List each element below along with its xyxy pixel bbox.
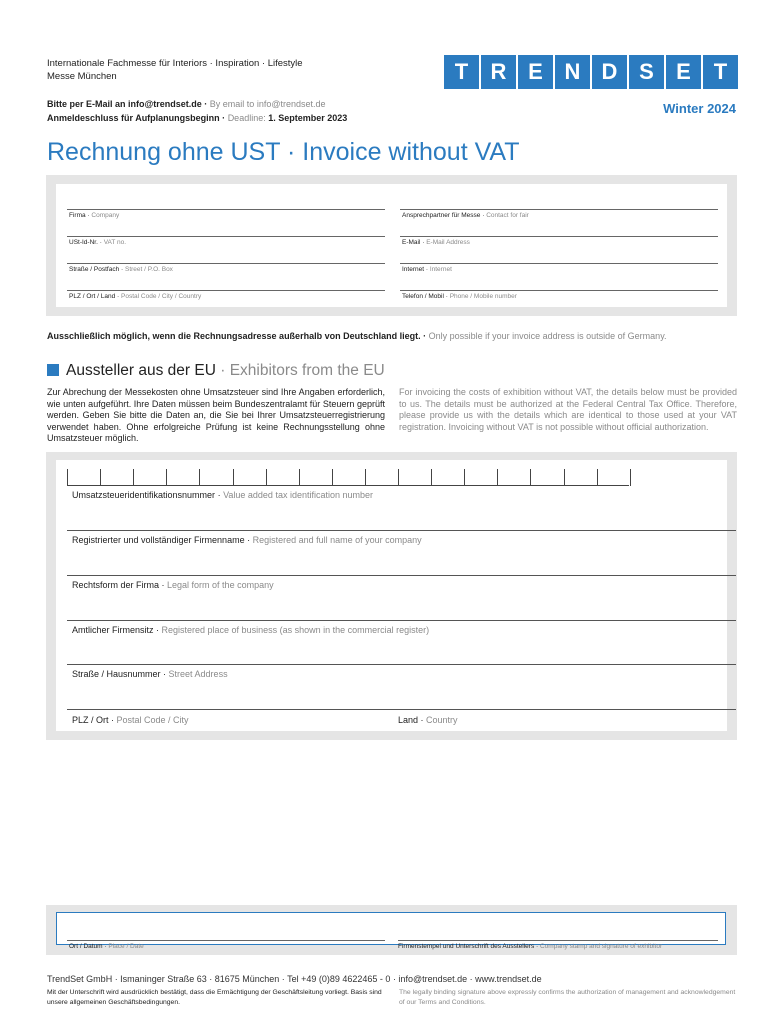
label-en: Company [91,212,120,219]
vat-digit-box[interactable] [365,469,366,486]
postal-city-field-line[interactable] [67,709,736,710]
logo-letter: T [703,55,738,89]
section-separator: · [215,362,230,379]
label-de: Ansprechpartner für Messe [402,212,481,219]
vat-digit-box[interactable] [530,469,531,486]
label-de: Straße / Postfach [69,266,120,273]
internet-field-line[interactable] [400,263,718,264]
label-en: Postal Code / City [116,715,189,725]
label-de: Firmenstempel und Unterschrift des Ausstellers [398,943,535,950]
vat-digit-box[interactable] [597,469,598,486]
field-label-legal-form: Rechtsform der Firma · Legal form of the company [72,580,274,590]
stamp-signature-line[interactable] [398,940,718,941]
label-en: Legal form of the company [167,580,274,590]
field-label-vat-id: USt-Id-Nr. · VAT no. [69,239,127,246]
vat-digit-box[interactable] [464,469,465,486]
label-de: USt-Id-Nr. [69,239,98,246]
footer-legal-en: The legally binding signature above expressly confirms the authorization of management and acknowledgement of our Terms and Conditions. [399,989,736,1006]
label-de: Rechtsform der Firma [72,580,160,590]
logo-letter: E [518,55,553,89]
vat-digit-box[interactable] [630,469,631,486]
field-label-phone: Telefon / Mobil · Phone / Mobile number [402,293,517,300]
label-de: E-Mail [402,239,421,246]
label-en: Contact for fair [486,212,529,219]
section-text-de: Zur Abrechung der Messekosten ohne Umsatzsteuer sind Ihre Angaben erforderlich, wie unten aufgeführt. Ihre Daten müssen beim Bundeszentralamt für Steuern geprüft werden. Geben Sie bitte die Daten an, die Sie bei Ihrer Umsatzsteuerregistrierung verwendet haben. Ohne erfolgreiche Prüfung ist keine Rechnungsstellung ohne Umsatzsteuer möglich. [47,387,385,444]
label-de: PLZ / Ort / Land [69,293,116,300]
field-label-country: Land · Country [398,715,458,725]
label-en: Registered place of business (as shown in the commercial register) [161,625,430,635]
label-de: Telefon / Mobil [402,293,444,300]
field-label-registered-place: Amtlicher Firmensitz · Registered place of business (as shown in the commercial register) [72,625,430,635]
label-en: VAT no. [103,239,127,246]
company-field-line[interactable] [67,209,385,210]
logo-letter: S [629,55,664,89]
field-label-email: E-Mail · E-Mail Address [402,239,470,246]
label-en: Place / Date [108,943,144,950]
email-instruction [47,98,326,111]
vat-digit-box[interactable] [431,469,432,486]
vat-digit-box[interactable] [133,469,134,486]
logo-letter: R [481,55,516,89]
eu-panel-inner [56,460,727,731]
page-title [47,138,520,167]
registered-place-field-line[interactable] [67,620,736,621]
label-en: Internet [429,266,452,273]
footer-address: TrendSet GmbH · Ismaninger Straße 63 · 81675 München · Tel +49 (0)89 4622465 - 0 · info@trendset.de · www.trendset.de [47,974,542,984]
square-bullet-icon [47,364,59,376]
logo-letter: E [666,55,701,89]
label-en: Street Address [168,669,228,679]
section-heading-de: Aussteller aus der EU [66,362,216,379]
field-label-contact: Ansprechpartner für Messe · Contact for fair [402,212,529,219]
trendset-logo [444,55,738,89]
vat-id-field-line[interactable] [67,236,385,237]
fair-location: Messe München [47,71,117,82]
vat-digit-box[interactable] [100,469,101,486]
label-en: Value added tax identification number [223,490,373,500]
label-en: Country [426,715,458,725]
company-name-field-line[interactable] [67,530,736,531]
label-de: Firma [69,212,86,219]
vat-digit-box[interactable] [266,469,267,486]
vat-digit-box[interactable] [398,469,399,486]
vat-digit-box[interactable] [199,469,200,486]
label-de: Straße / Hausnummer [72,669,161,679]
email-instruction-en: By email to info@trendset.de [209,99,326,109]
invoice-address-note [47,331,667,341]
field-label-vat-number: Umsatzsteueridentifikationsnummer · Value added tax identification number [72,490,373,500]
vat-digit-box[interactable] [67,469,68,486]
vat-digit-box[interactable] [233,469,234,486]
note-de: Ausschließlich möglich, wenn die Rechnungsadresse außerhalb von Deutschland liegt. · [47,331,429,341]
title-en: Invoice without VAT [302,138,520,166]
vat-digit-box[interactable] [166,469,167,486]
field-label-company: Firma · Company [69,212,120,219]
vat-digit-box[interactable] [497,469,498,486]
deadline-line [47,112,347,125]
label-de: Ort / Datum [69,943,103,950]
vat-digit-box[interactable] [299,469,300,486]
deadline-date: 1. September 2023 [265,113,348,123]
contact-field-line[interactable] [400,209,718,210]
email-field-line[interactable] [400,236,718,237]
logo-letter: D [592,55,627,89]
label-en: Company stamp and signature of exhibitor [539,943,663,950]
street-address-field-line[interactable] [67,664,736,665]
label-de: Amtlicher Firmensitz [72,625,154,635]
field-label-stamp-signature: Firmenstempel und Unterschrift des Ausstellers · Company stamp and signature of exhibitor [398,943,663,950]
field-label-street: Straße / Postfach · Street / P.O. Box [69,266,173,273]
label-en: Postal Code / City / Country [121,293,202,300]
title-de: Rechnung ohne UST [47,138,281,166]
street-field-line[interactable] [67,263,385,264]
field-label-street-address: Straße / Hausnummer · Street Address [72,669,228,679]
fair-subtitle: Internationale Fachmesse für Interiors · Inspiration · Lifestyle [47,58,303,69]
title-separator: · [280,138,303,166]
label-en: Street / P.O. Box [125,266,173,273]
email-instruction-de: Bitte per E-Mail an info@trendset.de · [47,99,210,109]
footer-legal-de: Mit der Unterschrift wird ausdrücklich bestätigt, dass die Ermächtigung der Geschäftsleitung vorliegt. Basis sind unsere allgemeinen Geschäftsbedingungen. [47,989,382,1006]
section-heading-en: Exhibitors from the EU [229,362,385,379]
deadline-en-label: Deadline: [227,113,266,123]
label-de: Land [398,715,419,725]
season-label: Winter 2024 [663,101,736,116]
vat-digit-box[interactable] [332,469,333,486]
deadline-de: Anmeldeschluss für Aufplanungsbeginn · [47,113,228,123]
phone-field-line[interactable] [400,290,718,291]
label-de: Internet [402,266,425,273]
field-label-company-name: Registrierter und vollständiger Firmenname · Registered and full name of your company [72,535,422,545]
section-text-en: For invoicing the costs of exhibition without VAT, the details below must be provided to us. The details must be authorized at the Federal Central Tax Office. Therefore, please provide us with the details which are identical to those used at your VAT registration. Invoicing without VAT is not possible without official authorization. [399,387,737,432]
note-en: Only possible if your invoice address is outside of Germany. [428,331,667,341]
field-label-postal: PLZ / Ort / Land · Postal Code / City / Country [69,293,202,300]
label-de: Registrierter und vollständiger Firmenname [72,535,245,545]
label-de: PLZ / Ort [72,715,109,725]
postal-field-line[interactable] [67,290,385,291]
label-en: Phone / Mobile number [449,293,517,300]
logo-letter: T [444,55,479,89]
field-label-place-date: Ort / Datum · Place / Date [69,943,144,950]
vat-digit-box[interactable] [564,469,565,486]
label-de: Umsatzsteueridentifikationsnummer [72,490,216,500]
field-label-internet: Internet · Internet [402,266,452,273]
logo-letter: N [555,55,590,89]
label-en: Registered and full name of your company [252,535,422,545]
legal-form-field-line[interactable] [67,575,736,576]
company-panel-inner [56,184,727,307]
vat-number-input[interactable] [67,485,629,486]
place-date-line[interactable] [67,940,385,941]
label-en: E-Mail Address [426,239,470,246]
section-heading [47,362,385,380]
field-label-postal-city: PLZ / Ort · Postal Code / City [72,715,189,725]
